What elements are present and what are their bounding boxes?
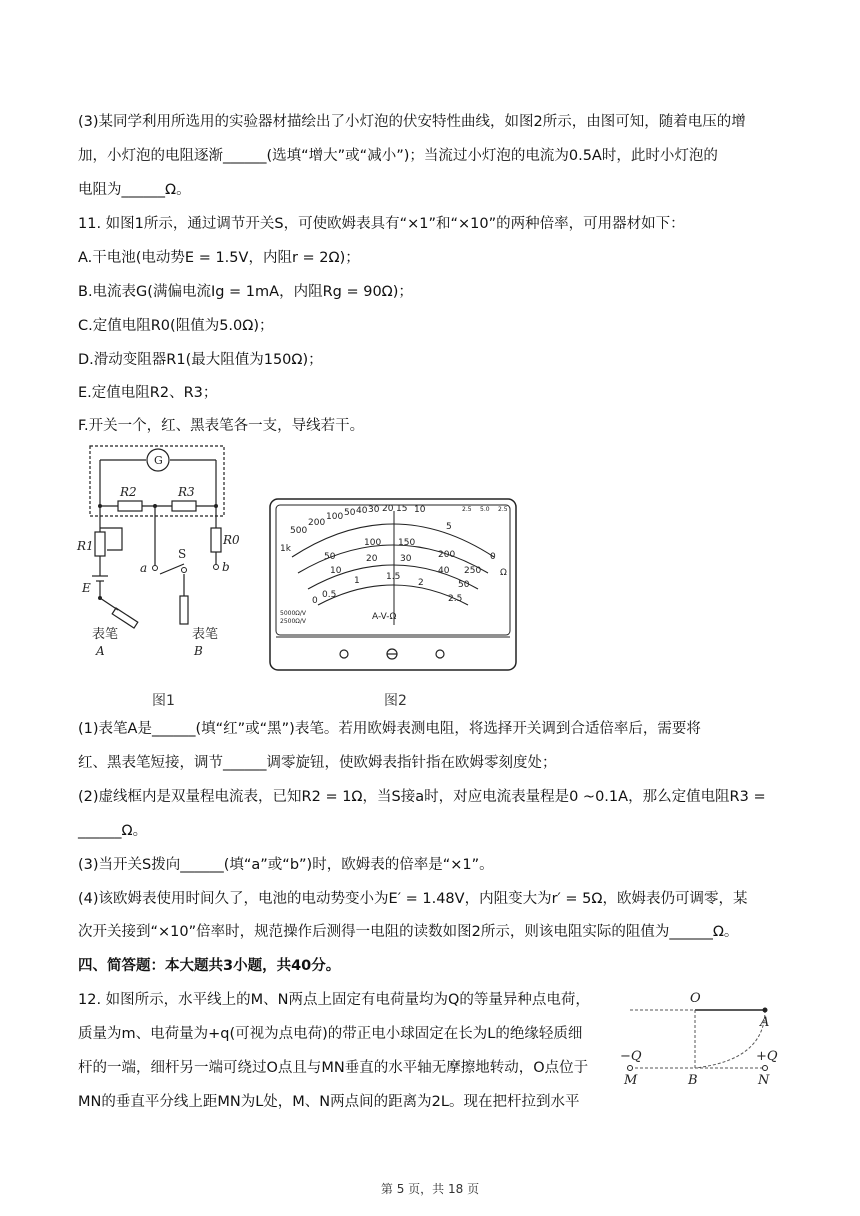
corner-label-2500: 2500Ω/V bbox=[280, 618, 306, 625]
ohm-label-1k: 1k bbox=[280, 544, 291, 554]
knob-left-icon bbox=[340, 650, 348, 658]
q11-stem: 11. 如图1所示，通过调节开关S，可使欧姆表具有“×1”和“×10”的两种倍率，可用器材如下： bbox=[78, 216, 685, 232]
q11-item-f: F.开关一个，红、黑表笔各一支，导线若干。 bbox=[78, 418, 365, 434]
ohm-label-40: 40 bbox=[356, 506, 368, 516]
ohm-label-20: 20 bbox=[382, 504, 394, 514]
label-r3: R3 bbox=[178, 485, 195, 499]
q11-1-line2: 红、黑表笔短接，调节______调零旋钮，使欧姆表指针指在欧姆零刻度处； bbox=[78, 755, 557, 771]
mid-label-20: 20 bbox=[366, 554, 378, 564]
ohm-label-100: 100 bbox=[326, 512, 344, 522]
fig1-caption: 图1 bbox=[152, 693, 175, 709]
ac-label-2: 2 bbox=[418, 578, 424, 588]
top-mark-2: 5.0 bbox=[480, 506, 490, 513]
ohm-label-50: 50 bbox=[344, 508, 356, 518]
ac-label-05: 0.5 bbox=[322, 590, 337, 600]
corner-label-5000: 5000Ω/V bbox=[280, 610, 306, 617]
q11-item-a: A.干电池(电动势E = 1.5V，内阻r = 2Ω)； bbox=[78, 250, 360, 266]
label-o: O bbox=[690, 991, 701, 1006]
q12-line2: 质量为m、电荷量为+q(可视为点电荷)的带正电小球固定在长为L的绝缘轻质细 bbox=[78, 1026, 583, 1042]
label-pen-a: 表笔 bbox=[92, 627, 119, 642]
ohm-label-30: 30 bbox=[368, 505, 380, 515]
q11-3: (3)当开关S拨向______(填“a”或“b”)时，欧姆表的倍率是“×1”。 bbox=[78, 857, 494, 873]
q11-item-c: C.定值电阻R0(阻值为5.0Ω)； bbox=[78, 318, 274, 334]
ohm-label-10: 10 bbox=[414, 505, 426, 515]
ohm-label-0: 0 bbox=[490, 552, 496, 562]
charges-rod-diagram bbox=[620, 988, 790, 1088]
top-mark-1: 2.5 bbox=[462, 506, 472, 513]
ac-label-0: 0 bbox=[312, 596, 318, 606]
label-pen-a-letter: A bbox=[96, 644, 105, 658]
label-b-terminal: b bbox=[222, 560, 230, 574]
label-r0: R0 bbox=[223, 533, 240, 547]
ac-label-25: 2.5 bbox=[448, 594, 463, 604]
label-g: G bbox=[154, 454, 163, 467]
q12-line3: 杆的一端，细杆另一端可绕过O点且与MN垂直的水平轴无摩擦地转动，O点位于 bbox=[78, 1060, 589, 1076]
q10-3-line2: 加，小灯泡的电阻逐渐______(选填“增大”或“减小”)；当流过小灯泡的电流为0.5A时，此时小灯泡的 bbox=[78, 148, 718, 164]
circuit-diagram bbox=[74, 440, 240, 660]
label-pen-b: 表笔 bbox=[192, 627, 219, 642]
dc-label-150: 150 bbox=[398, 538, 416, 548]
q11-4-line2: 次开关接到“×10”倍率时，规范操作后测得一电阻的读数如图2所示，则该电阻实际的阻值为______Ω。 bbox=[78, 924, 739, 940]
label-r2: R2 bbox=[120, 485, 137, 499]
q11-2-line1: (2)虚线框内是双量程电流表，已知R2 = 1Ω，当S接a时，对应电流表量程是0 ~0.1A，那么定值电阻R3 = bbox=[78, 789, 766, 805]
ohm-label-200: 200 bbox=[308, 518, 326, 528]
q12-line4: MN的垂直平分线上距MN为L处，M、N两点间的距离为2L。现在把杆拉到水平 bbox=[78, 1094, 580, 1110]
q11-1-line1: (1)表笔A是______(填“红”或“黑”)表笔。若用欧姆表测电阻，将选择开关调到合适倍率后，需要将 bbox=[78, 721, 701, 737]
q11-item-d: D.滑动变阻器R1(最大阻值为150Ω)； bbox=[78, 352, 323, 368]
center-label: A-V-Ω bbox=[372, 612, 397, 622]
q11-2-line2: ______Ω。 bbox=[78, 823, 148, 839]
label-a-point: A bbox=[760, 1015, 770, 1030]
ohm-label-5: 5 bbox=[446, 522, 452, 532]
meter-dial-figure bbox=[268, 497, 518, 672]
page-footer: 第 5 页，共 18 页 bbox=[380, 1182, 480, 1196]
mid-label-50: 50 bbox=[458, 580, 470, 590]
ac-label-1: 1 bbox=[354, 576, 360, 586]
label-s: S bbox=[178, 547, 187, 561]
label-pos-q: +Q bbox=[756, 1049, 778, 1064]
q11-item-e: E.定值电阻R2、R3； bbox=[78, 385, 218, 401]
ac-label-15: 1.5 bbox=[386, 572, 401, 582]
label-b-point: B bbox=[688, 1073, 698, 1088]
label-neg-q: −Q bbox=[620, 1049, 642, 1064]
ohm-label-15: 15 bbox=[396, 504, 408, 514]
dc-label-100: 100 bbox=[364, 538, 382, 548]
q11-4-line1: (4)该欧姆表使用时间久了，电池的电动势变小为E′ = 1.48V，内阻变大为r′ = 5Ω，欧姆表仍可调零，某 bbox=[78, 891, 748, 907]
q10-3-line1: (3)某同学利用所选用的实验器材描绘出了小灯泡的伏安特性曲线，如图2所示，由图可知，随着电压的增 bbox=[78, 114, 746, 130]
ohm-symbol: Ω bbox=[500, 568, 507, 578]
label-a-terminal: a bbox=[140, 561, 148, 575]
label-r1: R1 bbox=[77, 539, 94, 553]
q12-line1: 12. 如图所示，水平线上的M、N两点上固定有电荷量均为Q的等量异种点电荷， bbox=[78, 992, 590, 1008]
top-mark-3: 2.5 bbox=[498, 506, 508, 513]
label-n: N bbox=[758, 1073, 770, 1088]
mid-label-30: 30 bbox=[400, 554, 412, 564]
q11-item-b: B.电流表G(满偏电流Ig = 1mA，内阻Rg = 90Ω)； bbox=[78, 284, 413, 300]
section-heading: 四、简答题：本大题共3小题，共40分。 bbox=[78, 958, 341, 974]
ohm-label-500: 500 bbox=[290, 526, 308, 536]
label-m: M bbox=[624, 1073, 638, 1088]
mid-label-10: 10 bbox=[330, 566, 342, 576]
label-e: E bbox=[82, 581, 91, 595]
mid-label-40: 40 bbox=[438, 566, 450, 576]
knob-right-icon bbox=[436, 650, 444, 658]
q10-3-line3: 电阻为______Ω。 bbox=[78, 182, 191, 198]
label-pen-b-letter: B bbox=[194, 644, 203, 658]
dc-label-250: 250 bbox=[464, 566, 482, 576]
fig2-caption: 图2 bbox=[384, 693, 407, 709]
dc-label-200: 200 bbox=[438, 550, 456, 560]
dc-label-50: 50 bbox=[324, 552, 336, 562]
